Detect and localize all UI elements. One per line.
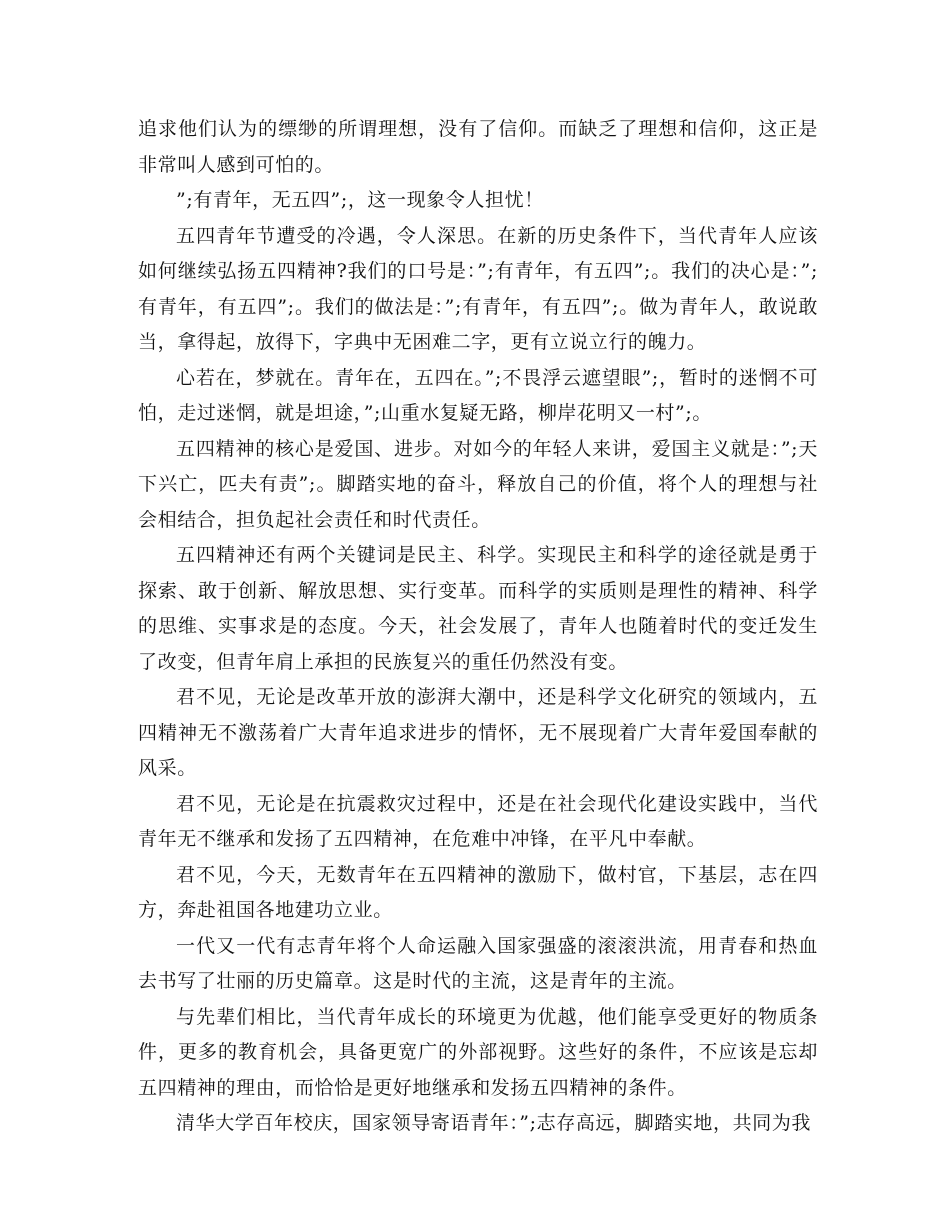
paragraph-continuation: 追求他们认为的缥缈的所谓理想，没有了信仰。而缺乏了理想和信仰，这正是非常叫人感到可怕的。 [138, 118, 818, 176]
paragraph: 心若在，梦就在。青年在，五四在。”;不畏浮云遮望眼”;，暂时的迷惘不可怕，走过迷惘，就是坦途，”;山重水复疑无路，柳岸花明又一村”;。 [138, 366, 818, 424]
paragraph: 五四青年节遭受的冷遇，令人深思。在新的历史条件下，当代青年人应该如何继续弘扬五四精神?我们的口号是：”;有青年，有五四”;。我们的决心是：”;有青年，有五四”;。我们的做法是：”;有青年，有五四”;。做为青年人，敢说敢当，拿得起，放得下，字典中无困难二字，更有立说立行的魄力。 [138, 224, 818, 353]
document-body [138, 112, 818, 1142]
paragraph: 一代又一代有志青年将个人命运融入国家强盛的滚滚洪流，用青春和热血去书写了壮丽的历史篇章。这是时代的主流，这是青年的主流。 [138, 934, 818, 992]
paragraph: 五四精神还有两个关键词是民主、科学。实现民主和科学的途径就是勇于探索、敢于创新、解放思想、实行变革。而科学的实质则是理性的精神、科学的思维、实事求是的态度。今天，社会发展了，青年人也随着时代的变迁发生了改变，但青年肩上承担的民族复兴的重任仍然没有变。 [138, 544, 818, 673]
paragraph: 清华大学百年校庆，国家领导寄语青年：”;志存高远，脚踏实地，共同为我 [176, 1112, 812, 1134]
paragraph: 君不见，无论是在抗震救灾过程中，还是在社会现代化建设实践中，当代青年无不继承和发扬了五四精神，在危难中冲锋，在平凡中奉献。 [138, 792, 818, 850]
paragraph: ”;有青年，无五四”;，这一现象令人担忧！ [176, 189, 544, 211]
paragraph: 五四精神的核心是爱国、进步。对如今的年轻人来讲，爱国主义就是：”;天下兴亡，匹夫有责”;。脚踏实地的奋斗，释放自己的价值，将个人的理想与社会相结合，担负起社会责任和时代责任。 [138, 437, 818, 531]
paragraph: 与先辈们相比，当代青年成长的环境更为优越，他们能享受更好的物质条件，更多的教育机会，具备更宽广的外部视野。这些好的条件，不应该是忘却五四精神的理由，而恰恰是更好地继承和发扬五四精神的条件。 [138, 1005, 818, 1099]
paragraph: 君不见，无论是改革开放的澎湃大潮中，还是科学文化研究的领域内，五四精神无不激荡着广大青年追求进步的情怀，无不展现着广大青年爱国奉献的风采。 [138, 686, 818, 779]
paragraph: 君不见，今天，无数青年在五四精神的激励下，做村官，下基层，志在四方，奔赴祖国各地建功立业。 [138, 863, 818, 921]
